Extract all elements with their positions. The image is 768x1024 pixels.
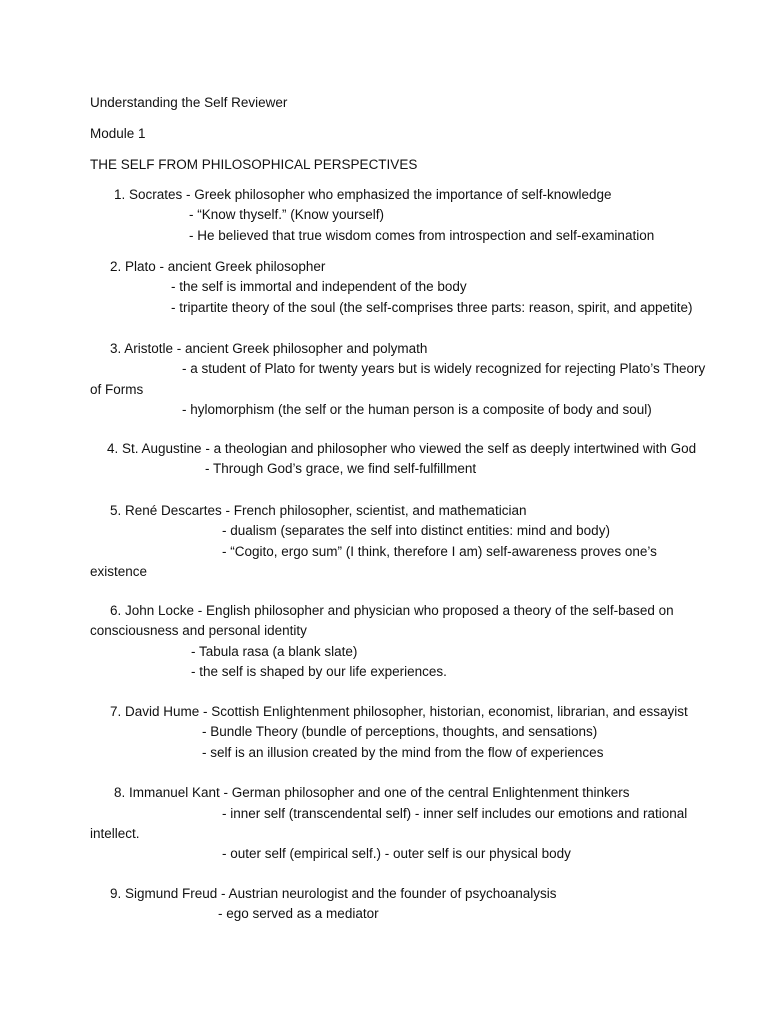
item-kant-note: - inner self (transcendental self) - inner self includes our emotions and rational bbox=[222, 806, 688, 821]
item-freud-heading: 9. Sigmund Freud - Austrian neurologist and the founder of psychoanalysis bbox=[110, 886, 557, 901]
item-hume-note: - self is an illusion created by the mind from the flow of experiences bbox=[202, 745, 604, 760]
item-locke-heading: 6. John Locke - English philosopher and physician who proposed a theory of the self-based on bbox=[110, 603, 674, 618]
item-kant-note: intellect. bbox=[90, 826, 140, 841]
item-aristotle-heading: 3. Aristotle - ancient Greek philosopher and polymath bbox=[110, 341, 428, 356]
item-locke-note: consciousness and personal identity bbox=[90, 623, 307, 638]
item-aristotle-note: - hylomorphism (the self or the human person is a composite of body and soul) bbox=[182, 402, 652, 417]
item-descartes-note: - dualism (separates the self into distinct entities: mind and body) bbox=[222, 523, 610, 538]
item-descartes-note: - “Cogito, ergo sum” (I think, therefore I am) self-awareness proves one’s bbox=[222, 544, 657, 559]
section-heading: THE SELF FROM PHILOSOPHICAL PERSPECTIVES bbox=[90, 157, 418, 172]
item-aristotle-note: - a student of Plato for twenty years but is widely recognized for rejecting Plato’s Theory bbox=[182, 361, 706, 376]
item-augustine-note: - Through God’s grace, we find self-fulfillment bbox=[205, 461, 477, 476]
item-locke-note: - Tabula rasa (a blank slate) bbox=[191, 644, 358, 659]
item-hume-note: - Bundle Theory (bundle of perceptions, thoughts, and sensations) bbox=[202, 724, 598, 739]
item-plato-note: - tripartite theory of the soul (the self-comprises three parts: reason, spirit, and appetite) bbox=[171, 300, 693, 315]
module-label: Module 1 bbox=[90, 126, 146, 141]
item-socrates-note: - He believed that true wisdom comes from introspection and self-examination bbox=[189, 228, 655, 243]
item-aristotle-note: of Forms bbox=[90, 382, 144, 397]
item-augustine-heading: 4. St. Augustine - a theologian and philosopher who viewed the self as deeply intertwined with God bbox=[107, 441, 697, 456]
item-socrates-heading: 1. Socrates - Greek philosopher who emphasized the importance of self-knowledge bbox=[114, 187, 612, 202]
item-kant-heading: 8. Immanuel Kant - German philosopher and one of the central Enlightenment thinkers bbox=[114, 785, 630, 800]
document-title: Understanding the Self Reviewer bbox=[90, 95, 288, 110]
item-plato-note: - the self is immortal and independent of the body bbox=[171, 279, 467, 294]
item-locke-note: - the self is shaped by our life experiences. bbox=[191, 664, 447, 679]
item-hume-heading: 7. David Hume - Scottish Enlightenment philosopher, historian, economist, librarian, and essayist bbox=[110, 704, 688, 719]
item-plato-heading: 2. Plato - ancient Greek philosopher bbox=[110, 259, 326, 274]
item-kant-note: - outer self (empirical self.) - outer self is our physical body bbox=[222, 846, 571, 861]
item-freud-note: - ego served as a mediator bbox=[218, 906, 379, 921]
item-socrates-note: - “Know thyself.” (Know yourself) bbox=[189, 207, 385, 222]
item-descartes-note: existence bbox=[90, 564, 148, 579]
item-descartes-heading: 5. René Descartes - French philosopher, scientist, and mathematician bbox=[110, 503, 527, 518]
